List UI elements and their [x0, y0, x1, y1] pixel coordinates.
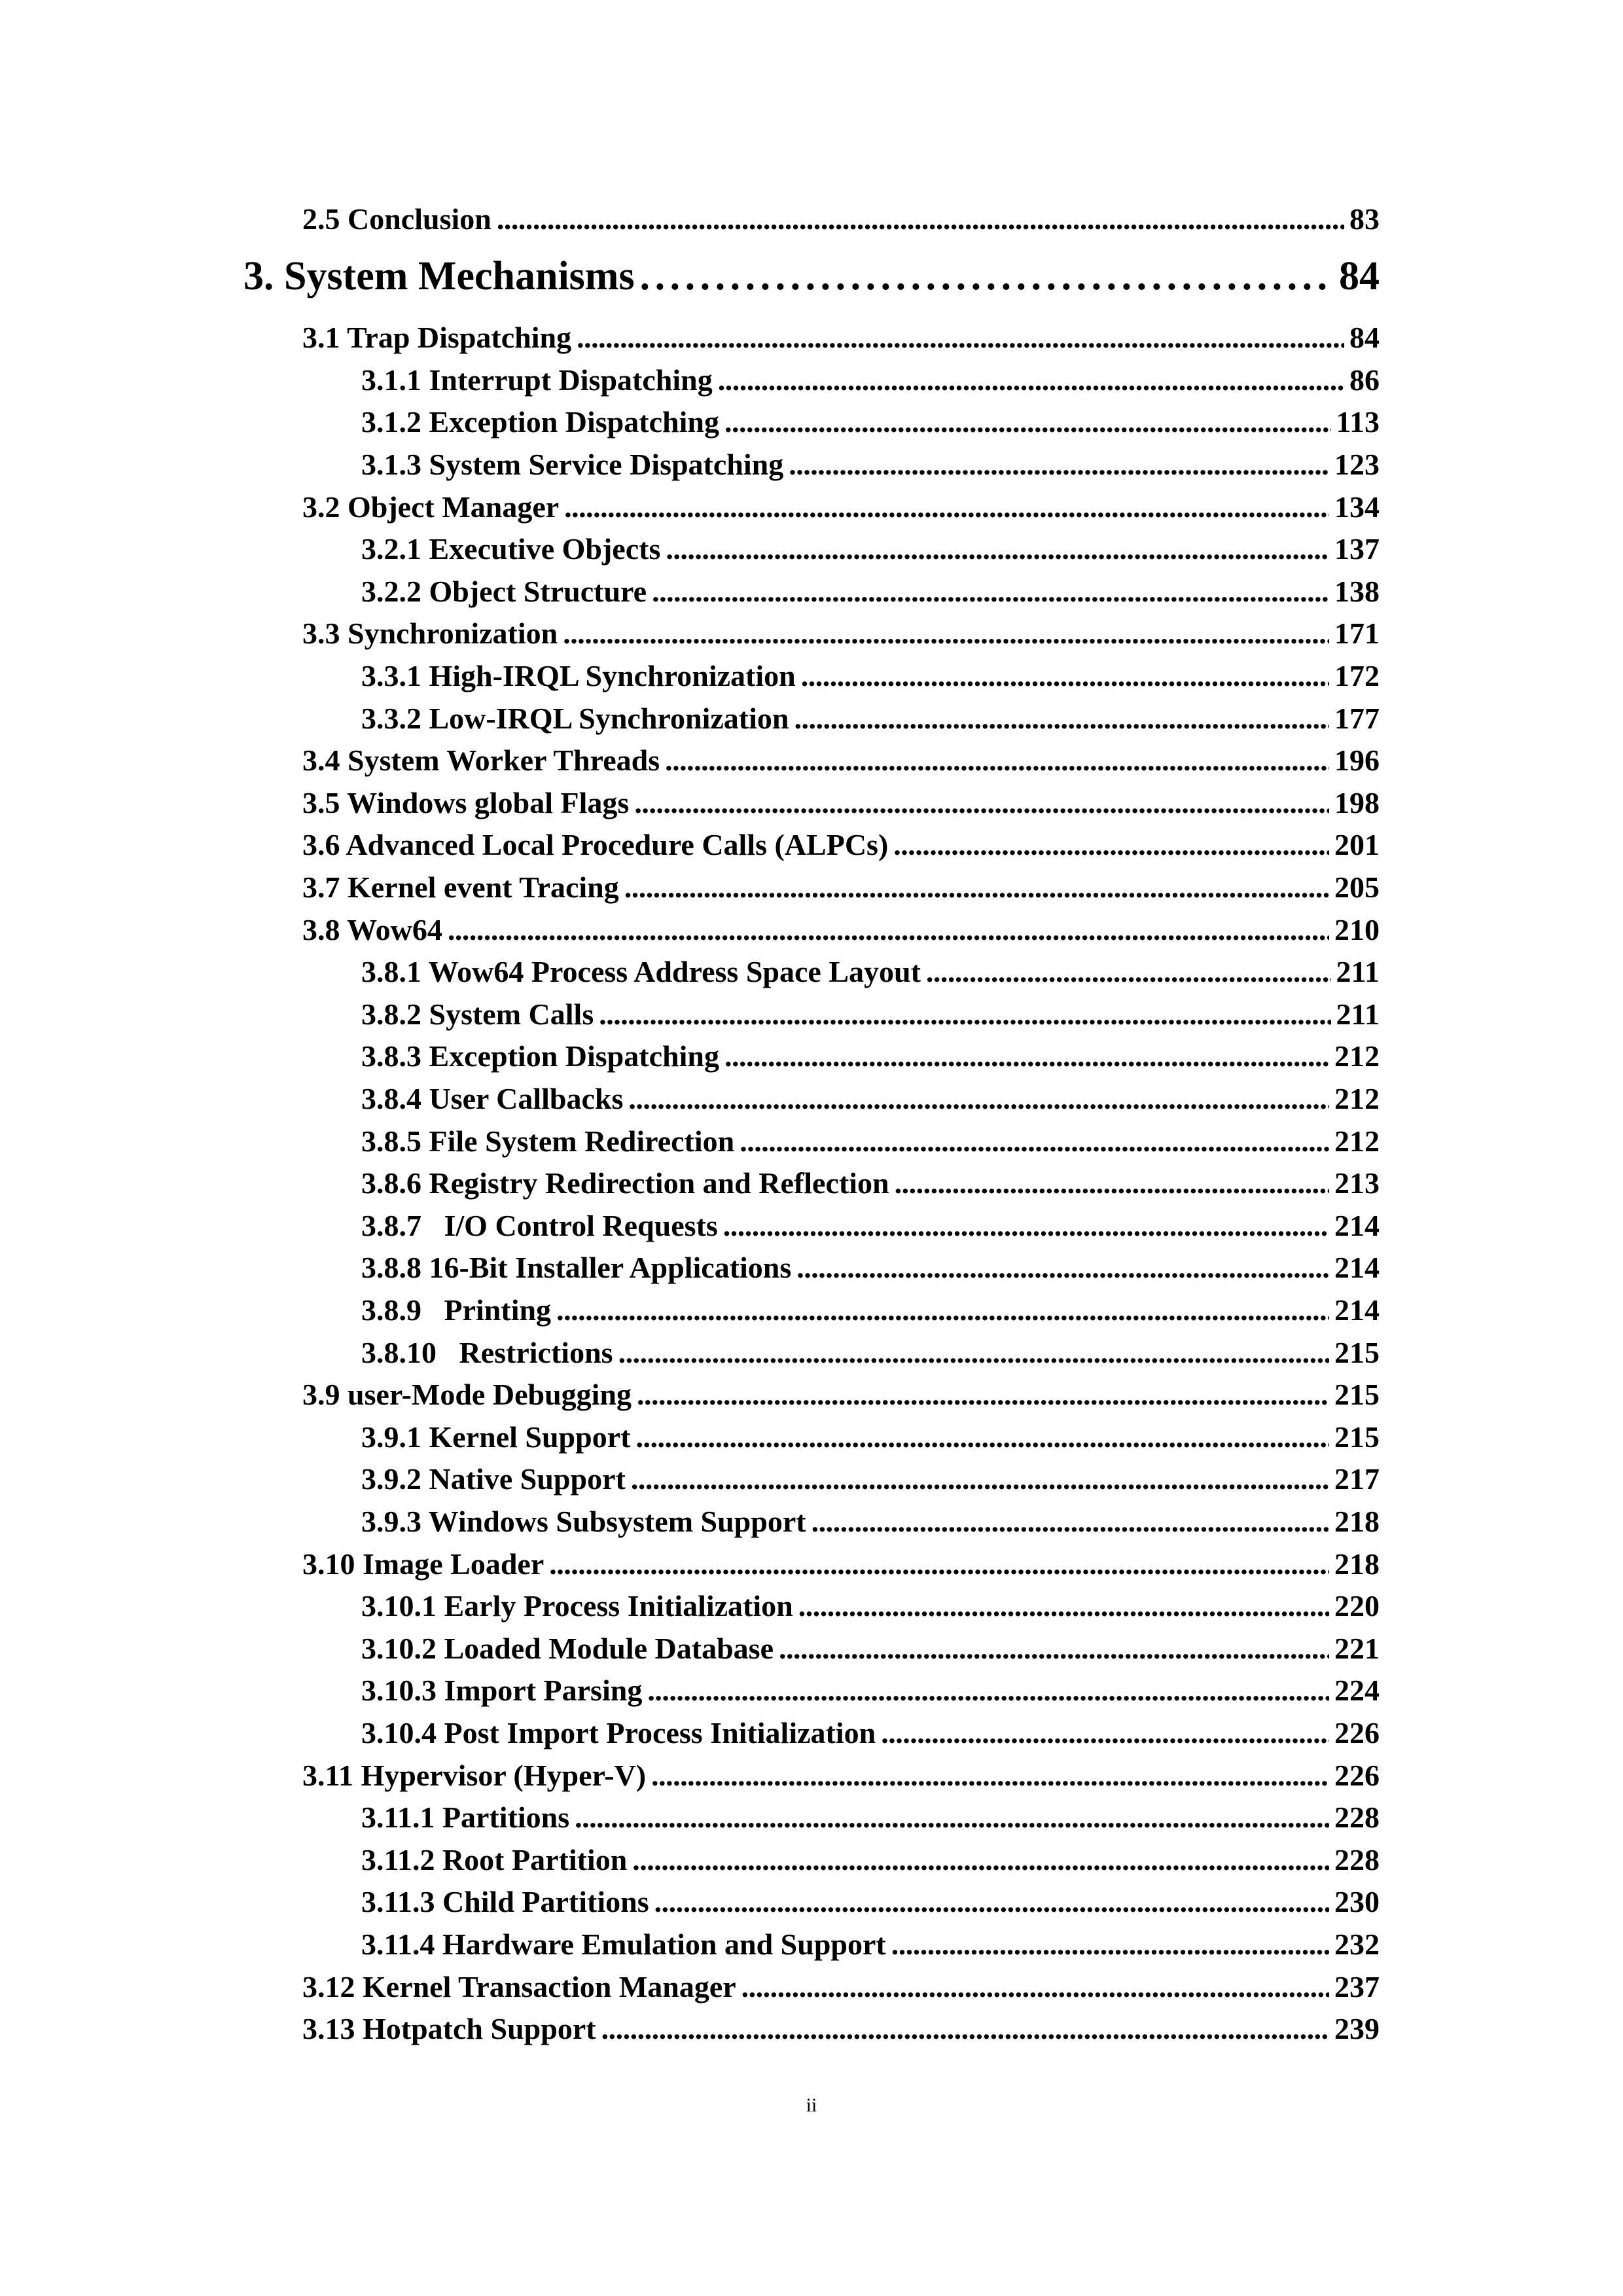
- toc-entry-title: 3.12 Kernel Transaction Manager: [302, 1969, 736, 2003]
- toc-entry-title: 3.8.5 File System Redirection: [361, 1124, 735, 1158]
- toc-entry-title: 3.2 Object Manager: [302, 490, 560, 524]
- toc-entry-page: 211: [1336, 955, 1380, 989]
- dot-leader: [624, 872, 1329, 903]
- toc-entry-page: 212: [1334, 1124, 1380, 1158]
- toc-entry-title: 3.13 Hotpatch Support: [302, 2012, 596, 2046]
- toc-entry-page: 138: [1334, 574, 1380, 608]
- toc-entry[interactable]: [302, 619, 1380, 649]
- toc-entry-page: 113: [1336, 405, 1380, 439]
- toc-entry-page: 84: [1349, 321, 1380, 355]
- toc-entry-title: 3.7 Kernel event Tracing: [302, 870, 619, 904]
- toc-entry-title: 3.10.3 Import Parsing: [361, 1674, 643, 1708]
- toc-chapter-entry[interactable]: [243, 253, 1380, 298]
- toc-entry-page: 220: [1334, 1589, 1380, 1623]
- toc-entry-title: 3.1 Trap Dispatching: [302, 321, 572, 355]
- toc-entry-title: 3.11.3 Child Partitions: [361, 1885, 649, 1919]
- toc-entry-title: 3.8 Wow64: [302, 912, 442, 946]
- dot-leader: [575, 1803, 1329, 1833]
- toc-entry-page: 213: [1334, 1166, 1380, 1200]
- dot-leader: [563, 619, 1329, 649]
- dot-leader: [891, 1929, 1329, 1960]
- dot-leader: [812, 1507, 1329, 1537]
- dot-leader: [801, 661, 1329, 691]
- toc-entry-page: 201: [1334, 828, 1380, 862]
- dot-leader: [740, 1126, 1329, 1157]
- toc-entry[interactable]: [361, 1208, 1380, 1242]
- toc-entry[interactable]: [302, 872, 1380, 903]
- toc-entry[interactable]: [302, 1380, 1380, 1410]
- toc-entry[interactable]: [361, 1295, 1380, 1325]
- dot-leader: [794, 704, 1329, 734]
- toc-entry[interactable]: [361, 365, 1380, 395]
- toc-entry[interactable]: [361, 1253, 1380, 1283]
- toc-entry-title: 3.1.3 System Service Dispatching: [361, 448, 784, 481]
- dot-leader: [666, 534, 1329, 564]
- toc-entry[interactable]: [302, 912, 1380, 946]
- toc-entry-page: 217: [1334, 1462, 1380, 1496]
- dot-leader: [497, 204, 1344, 234]
- toc-entry[interactable]: [302, 785, 1380, 819]
- dot-leader: [665, 745, 1329, 776]
- toc-entry-page: 226: [1334, 1758, 1380, 1792]
- toc-entry-page: 172: [1334, 659, 1380, 692]
- toc-entry-title: 3.10.4 Post Import Process Initialization: [361, 1716, 876, 1749]
- toc-entry-title: 3.11 Hypervisor (Hyper-V): [302, 1758, 647, 1792]
- dot-leader: [601, 2014, 1329, 2044]
- dot-leader: [651, 1761, 1329, 1791]
- dot-leader: [718, 365, 1344, 395]
- toc-entry[interactable]: [361, 957, 1380, 987]
- dot-leader: [654, 1887, 1329, 1917]
- toc-entry-title: 3.3.2 Low-IRQL Synchronization: [361, 701, 789, 735]
- toc-entry-title: 3.8.6 Registry Redirection and Reflection: [361, 1166, 889, 1200]
- toc-entry[interactable]: [302, 830, 1380, 860]
- toc-entry-title: 3.8.2 System Calls: [361, 997, 594, 1031]
- toc-entry[interactable]: [361, 1929, 1380, 1960]
- toc-entry[interactable]: [361, 661, 1380, 691]
- dot-leader: [637, 1380, 1329, 1410]
- toc-entry-page: 237: [1334, 1969, 1380, 2003]
- toc-entry[interactable]: [361, 1591, 1380, 1621]
- toc-entry-page: 221: [1334, 1631, 1380, 1665]
- toc-entry-title: 3.8.3 Exception Dispatching: [361, 1039, 719, 1073]
- toc-entry-page: 134: [1334, 490, 1380, 524]
- dot-leader: [652, 577, 1329, 607]
- toc-entry-title: 3.3 Synchronization: [302, 617, 558, 651]
- toc-entry-page: 83: [1349, 202, 1380, 236]
- toc-entry[interactable]: [361, 1126, 1380, 1157]
- dot-leader: [723, 1211, 1329, 1241]
- toc-entry-page: 214: [1334, 1251, 1380, 1285]
- dot-leader: [893, 830, 1329, 860]
- toc-entry-title: 3.10 Image Loader: [302, 1547, 544, 1581]
- toc-entry-page: 228: [1334, 1801, 1380, 1835]
- toc-entry-title: 3.9 user-Mode Debugging: [302, 1378, 632, 1412]
- toc-entry-title: 3.8.1 Wow64 Process Address Space Layout: [361, 955, 921, 989]
- dot-leader: [632, 1845, 1329, 1875]
- toc-entry-title: 3.10.1 Early Process Initialization: [361, 1589, 793, 1623]
- toc-entry-title: 3. System Mechanisms: [243, 253, 635, 298]
- toc-entry[interactable]: [302, 1969, 1380, 2003]
- toc-entry-title: 3.1.2 Exception Dispatching: [361, 405, 719, 439]
- toc-entry[interactable]: [361, 1676, 1380, 1706]
- toc-entry-page: 228: [1334, 1842, 1380, 1876]
- toc-entry-title: 3.11.4 Hardware Emulation and Support: [361, 1928, 886, 1961]
- toc-entry-page: 171: [1334, 617, 1380, 651]
- toc-entry[interactable]: [302, 2014, 1380, 2044]
- dot-leader: [564, 492, 1329, 522]
- toc-entry-page: 215: [1334, 1378, 1380, 1412]
- dot-leader: [448, 915, 1329, 945]
- toc-entry[interactable]: [361, 999, 1380, 1030]
- toc-entry[interactable]: [361, 1041, 1380, 1071]
- toc-entry-page: 211: [1336, 997, 1380, 1031]
- toc-entry-page: 212: [1334, 1039, 1380, 1073]
- toc-entry-page: 198: [1334, 785, 1380, 819]
- toc-entry-page: 239: [1334, 2012, 1380, 2046]
- toc-entry-page: 215: [1334, 1420, 1380, 1454]
- toc-entry-page: 210: [1334, 912, 1380, 946]
- toc-entry[interactable]: [361, 1464, 1380, 1494]
- toc-entry-title: 3.9.2 Native Support: [361, 1462, 626, 1496]
- toc-entry-page: 214: [1334, 1208, 1380, 1242]
- toc-entry-title: 3.3.1 High-IRQL Synchronization: [361, 659, 796, 692]
- toc-entry[interactable]: [361, 1842, 1380, 1876]
- dot-leader: [895, 1168, 1329, 1198]
- toc-entry-page: 215: [1334, 1335, 1380, 1369]
- toc-entry-title: 3.8.9 Printing: [361, 1293, 552, 1327]
- toc-entry-page: 212: [1334, 1082, 1380, 1115]
- toc-entry[interactable]: [361, 1718, 1380, 1748]
- dot-leader: [724, 407, 1331, 437]
- dot-leader: [577, 323, 1344, 353]
- dot-leader: [556, 1295, 1329, 1325]
- dot-leader: [599, 999, 1330, 1030]
- toc-entry-page: 226: [1334, 1716, 1380, 1749]
- toc-entry-page: 230: [1334, 1885, 1380, 1919]
- toc-entry[interactable]: [361, 1335, 1380, 1369]
- toc-entry-title: 3.4 System Worker Threads: [302, 744, 660, 778]
- toc-entry-title: 3.8.4 User Callbacks: [361, 1082, 624, 1115]
- toc-entry[interactable]: [302, 1549, 1380, 1579]
- toc-entry-page: 232: [1334, 1928, 1380, 1961]
- toc-entry-title: 3.5 Windows global Flags: [302, 785, 630, 819]
- toc-entry-page: 137: [1334, 532, 1380, 566]
- dot-leader: [549, 1549, 1329, 1579]
- toc-entry-title: 3.1.1 Interrupt Dispatching: [361, 363, 713, 397]
- dot-leader: [618, 1338, 1329, 1368]
- toc-entry[interactable]: [302, 1758, 1380, 1792]
- toc-entry-title: 3.8.10 Restrictions: [361, 1335, 613, 1369]
- toc-entry-page: 196: [1334, 744, 1380, 778]
- toc-entry[interactable]: [361, 1631, 1380, 1665]
- toc-entry-page: 205: [1334, 870, 1380, 904]
- toc-entry-title: 3.8.7 I/O Control Requests: [361, 1208, 718, 1242]
- toc-entry-title: 3.2.2 Object Structure: [361, 574, 647, 608]
- dot-leader: [647, 1676, 1329, 1706]
- toc-entry[interactable]: [361, 1168, 1380, 1198]
- dot-leader: [635, 1422, 1329, 1452]
- toc-entry[interactable]: [361, 1803, 1380, 1833]
- toc-entry[interactable]: [361, 450, 1380, 480]
- dot-leader: [640, 256, 1334, 296]
- dot-leader: [631, 1464, 1329, 1494]
- toc-entry-page: 214: [1334, 1293, 1380, 1327]
- toc-entry-page: 123: [1334, 448, 1380, 481]
- dot-leader: [634, 788, 1329, 818]
- dot-leader: [724, 1041, 1329, 1071]
- toc-entry-page: 218: [1334, 1547, 1380, 1581]
- toc-entry-title: 3.6 Advanced Local Procedure Calls (ALPCs): [302, 828, 889, 862]
- toc-entry-title: 3.9.3 Windows Subsystem Support: [361, 1505, 806, 1538]
- dot-leader: [926, 957, 1331, 987]
- toc-entry[interactable]: [361, 701, 1380, 735]
- toc-entry[interactable]: [302, 745, 1380, 776]
- page-number: ii: [806, 2094, 817, 2116]
- toc-entry[interactable]: [361, 1887, 1380, 1917]
- toc-entry[interactable]: [361, 534, 1380, 564]
- toc-entry[interactable]: [361, 1507, 1380, 1537]
- toc-entry-page: 177: [1334, 701, 1380, 735]
- toc-entry-title: 3.8.8 16-Bit Installer Applications: [361, 1251, 792, 1285]
- toc-entry-page: 84: [1339, 253, 1380, 298]
- toc-entry[interactable]: [361, 407, 1380, 437]
- toc-entry[interactable]: [302, 204, 1380, 234]
- dot-leader: [789, 450, 1329, 480]
- toc-entry[interactable]: [302, 323, 1380, 353]
- toc-entry[interactable]: [361, 1084, 1380, 1114]
- dot-leader: [881, 1718, 1329, 1748]
- dot-leader: [798, 1591, 1329, 1621]
- toc-entry-title: 3.2.1 Executive Objects: [361, 532, 661, 566]
- toc-entry[interactable]: [361, 574, 1380, 608]
- toc-entry-title: 3.9.1 Kernel Support: [361, 1420, 631, 1454]
- dot-leader: [741, 1972, 1329, 2002]
- toc-entry[interactable]: [361, 1422, 1380, 1452]
- toc-entry-title: 3.10.2 Loaded Module Database: [361, 1631, 774, 1665]
- toc-entry-page: 224: [1334, 1674, 1380, 1708]
- toc-entry-title: 3.11.2 Root Partition: [361, 1842, 628, 1876]
- dot-leader: [796, 1253, 1329, 1283]
- toc-entry-page: 86: [1349, 363, 1380, 397]
- dot-leader: [628, 1084, 1329, 1114]
- toc-entry-title: 2.5 Conclusion: [302, 202, 491, 236]
- toc-entry-title: 3.11.1 Partitions: [361, 1801, 570, 1835]
- toc-entry[interactable]: [302, 492, 1380, 522]
- dot-leader: [779, 1634, 1329, 1664]
- toc-entry-page: 218: [1334, 1505, 1380, 1538]
